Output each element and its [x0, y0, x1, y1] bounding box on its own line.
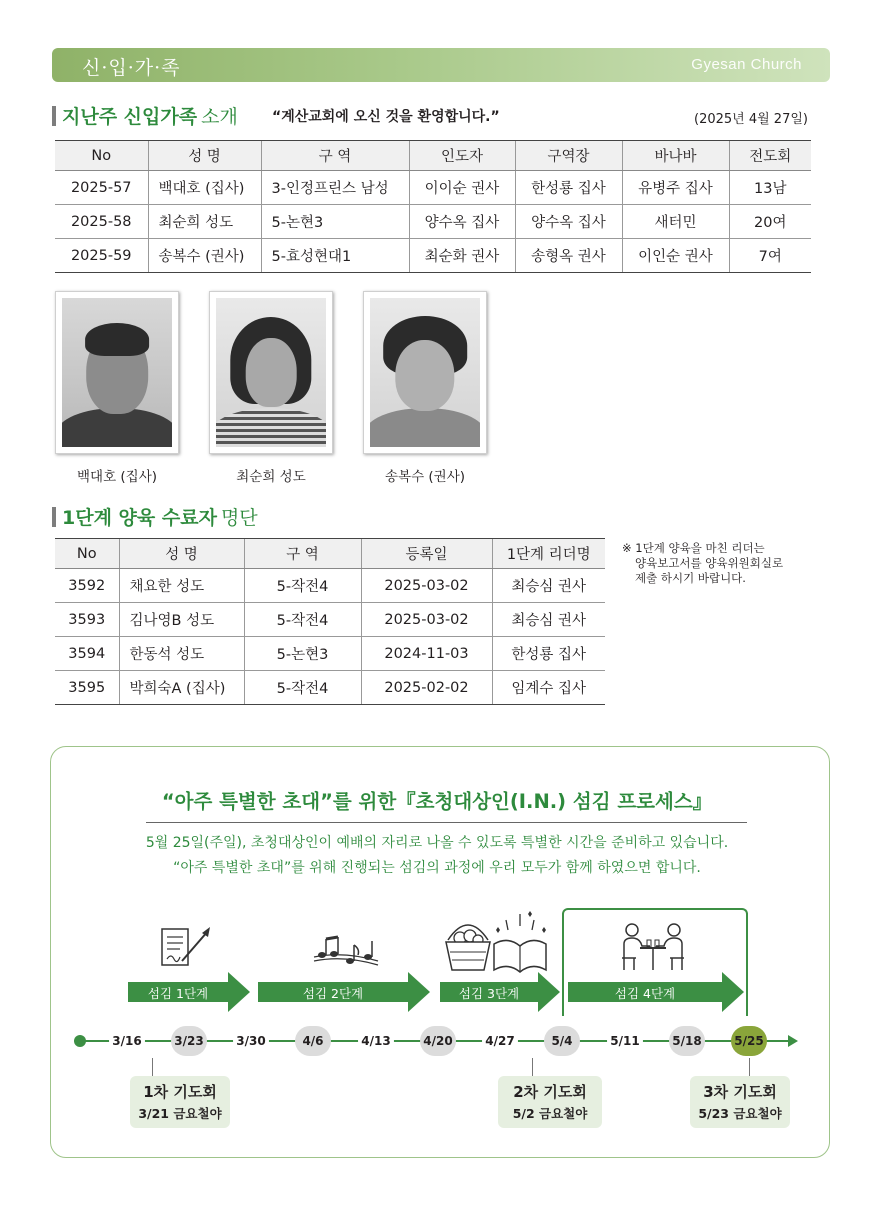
cell-mission-group: 7여 — [729, 239, 811, 273]
cell-name: 김나영B 성도 — [119, 603, 244, 637]
photo-caption: 백대호 (집사) — [76, 469, 158, 485]
col-registered: 등록일 — [361, 539, 492, 569]
arrow-head — [228, 972, 250, 1012]
photo-body — [216, 408, 326, 447]
prayer-sub: 3/21 금요철야 — [138, 1106, 222, 1121]
cell-registered: 2025-03-02 — [361, 603, 492, 637]
arrow-head — [538, 972, 560, 1012]
member-photo — [55, 291, 179, 454]
table-header-row — [55, 539, 605, 569]
cell-no: 3592 — [55, 569, 119, 603]
col-no: No — [55, 539, 119, 569]
photo-image — [370, 298, 480, 447]
cell-registered: 2024-11-03 — [361, 637, 492, 671]
document-sign-icon — [158, 923, 214, 971]
table-row — [55, 671, 605, 705]
member-photo — [209, 291, 333, 454]
cell-registered: 2025-03-02 — [361, 569, 492, 603]
timeline-end-arrow — [788, 1035, 798, 1047]
process-divider — [146, 822, 747, 823]
stage-arrow-2 — [258, 972, 430, 1012]
photo-body — [62, 408, 172, 447]
stage-label: 섬김 4단계 — [614, 986, 676, 1001]
prayer-connector — [152, 1058, 153, 1076]
col-district: 구 역 — [244, 539, 361, 569]
people-table-icon — [618, 918, 688, 972]
table-row — [55, 569, 605, 603]
prayer-title: 2차 기도회 — [513, 1083, 587, 1101]
member-photo — [363, 291, 487, 454]
timeline-date: 5/4 — [544, 1026, 580, 1056]
stage-label: 섬김 1단계 — [147, 986, 209, 1001]
table-row — [55, 239, 811, 273]
section-title-bold: 1단계 양육 수료자 — [62, 507, 217, 529]
prayer-meeting-3 — [690, 1076, 790, 1128]
timeline-date: 5/11 — [607, 1026, 643, 1056]
timeline-date: 5/18 — [669, 1026, 705, 1056]
prayer-sub: 5/2 금요철야 — [512, 1106, 588, 1121]
training-note — [622, 541, 783, 586]
music-notes-icon — [310, 933, 382, 971]
stage-arrow-3 — [440, 972, 560, 1012]
timeline-date: 4/20 — [420, 1026, 456, 1056]
col-no: No — [55, 141, 148, 171]
timeline-date: 3/23 — [171, 1026, 207, 1056]
new-family-table — [55, 140, 811, 273]
col-leader: 1단계 리더명 — [492, 539, 605, 569]
timeline-date: 4/27 — [482, 1026, 518, 1056]
cell-district: 5-논현3 — [244, 637, 361, 671]
timeline-date-final: 5/25 — [731, 1026, 767, 1056]
table-header-row — [55, 141, 811, 171]
title-bar-marker — [52, 106, 56, 126]
photo-caption: 최순희 성도 — [236, 469, 306, 485]
process-description: “아주 특별한 초대”를 위해 진행되는 섬김의 과정에 우리 모두가 함께 하였으면 합니다. — [173, 860, 701, 876]
note-line: ※ 1단계 양육을 마친 리더는 — [622, 541, 765, 555]
arrow-head — [408, 972, 430, 1012]
stage-arrow-4 — [568, 972, 744, 1012]
cell-district-leader: 양수옥 집사 — [515, 205, 622, 239]
cell-barnabas: 유병주 집사 — [622, 171, 729, 205]
cell-no: 3595 — [55, 671, 119, 705]
photo-head — [246, 338, 297, 407]
section-title-light: 소개 — [201, 106, 238, 128]
note-line: 양육보고서를 양육위원회실로 — [635, 556, 784, 570]
col-name: 성 명 — [148, 141, 261, 171]
photo-hair — [85, 323, 149, 356]
col-district-leader: 구역장 — [515, 141, 622, 171]
cell-district-leader: 한성룡 집사 — [515, 171, 622, 205]
cell-leader: 한성룡 집사 — [492, 637, 605, 671]
cell-guide: 양수옥 집사 — [409, 205, 515, 239]
cell-name: 백대호 (집사) — [148, 171, 261, 205]
photo-image — [62, 298, 172, 447]
cell-district-leader: 송형옥 권사 — [515, 239, 622, 273]
timeline-date: 3/30 — [233, 1026, 269, 1056]
prayer-connector — [532, 1058, 533, 1076]
cell-district: 5-작전4 — [244, 603, 361, 637]
cell-guide: 최순화 권사 — [409, 239, 515, 273]
cell-registered: 2025-02-02 — [361, 671, 492, 705]
section-training-title — [52, 503, 258, 530]
timeline-start-dot — [74, 1035, 86, 1047]
stage-label: 섬김 2단계 — [302, 986, 364, 1001]
prayer-meeting-2 — [498, 1076, 602, 1128]
table-row — [55, 603, 605, 637]
cell-no: 2025-59 — [55, 239, 148, 273]
cell-barnabas: 이인순 권사 — [622, 239, 729, 273]
timeline-date: 4/6 — [295, 1026, 331, 1056]
header-bar — [52, 48, 830, 82]
title-bar-marker — [52, 507, 56, 527]
photo-body — [370, 408, 480, 447]
stage-arrow-1 — [128, 972, 250, 1012]
section-title-light: 명단 — [220, 507, 258, 529]
table-row — [55, 205, 811, 239]
cell-name: 송복수 (권사) — [148, 239, 261, 273]
cell-no: 2025-58 — [55, 205, 148, 239]
report-date: (2025년 4월 27일) — [694, 112, 808, 127]
section-new-family-title — [52, 102, 238, 129]
photo-head — [395, 340, 454, 412]
arrow-head — [722, 972, 744, 1012]
cell-district: 5-작전4 — [244, 569, 361, 603]
church-name: Gyesan Church — [691, 56, 802, 73]
training-table — [55, 538, 605, 705]
prayer-meeting-1 — [130, 1076, 230, 1128]
stage-label: 섬김 3단계 — [458, 986, 520, 1001]
basket-book-icon — [442, 910, 552, 974]
welcome-message: “계산교회에 오신 것을 환영합니다.” — [272, 109, 500, 125]
note-line: 제출 하시기 바랍니다. — [635, 571, 746, 585]
cell-leader: 최승심 권사 — [492, 569, 605, 603]
col-mission-group: 전도회 — [729, 141, 811, 171]
col-name: 성 명 — [119, 539, 244, 569]
col-barnabas: 바나바 — [622, 141, 729, 171]
cell-barnabas: 새터민 — [622, 205, 729, 239]
cell-name: 박희숙A (집사) — [119, 671, 244, 705]
cell-no: 3594 — [55, 637, 119, 671]
prayer-title: 3차 기도회 — [703, 1083, 777, 1101]
cell-leader: 최승심 권사 — [492, 603, 605, 637]
photo-image — [216, 298, 326, 447]
cell-district: 5-효성현대1 — [261, 239, 409, 273]
table-row — [55, 637, 605, 671]
prayer-title: 1차 기도회 — [143, 1083, 217, 1101]
cell-guide: 이이순 권사 — [409, 171, 515, 205]
cell-mission-group: 20여 — [729, 205, 811, 239]
cell-no: 3593 — [55, 603, 119, 637]
col-guide: 인도자 — [409, 141, 515, 171]
cell-no: 2025-57 — [55, 171, 148, 205]
cell-district: 5-논현3 — [261, 205, 409, 239]
cell-leader: 임계수 집사 — [492, 671, 605, 705]
cell-name: 채요한 성도 — [119, 569, 244, 603]
cell-name: 한동석 성도 — [119, 637, 244, 671]
cell-district: 5-작전4 — [244, 671, 361, 705]
table-row — [55, 171, 811, 205]
cell-mission-group: 13남 — [729, 171, 811, 205]
section-title-bold: 지난주 신입가족 — [62, 106, 198, 128]
timeline-date: 3/16 — [109, 1026, 145, 1056]
cell-district: 3-인정프린스 남성 — [261, 171, 409, 205]
prayer-connector — [749, 1058, 750, 1076]
col-district: 구 역 — [261, 141, 409, 171]
cell-name: 최순희 성도 — [148, 205, 261, 239]
photo-caption: 송복수 (권사) — [384, 469, 466, 485]
prayer-sub: 5/23 금요철야 — [698, 1106, 782, 1121]
header-title: 신·입·가·족 — [82, 57, 181, 79]
timeline-date: 4/13 — [358, 1026, 394, 1056]
process-description: 5월 25일(주일), 초청대상인이 예배의 자리로 나올 수 있도록 특별한 시간을 준비하고 있습니다. — [145, 835, 729, 851]
process-title: “아주 특별한 초대”를 위한『초청대상인(I.N.) 섬김 프로세스』 — [161, 790, 713, 813]
